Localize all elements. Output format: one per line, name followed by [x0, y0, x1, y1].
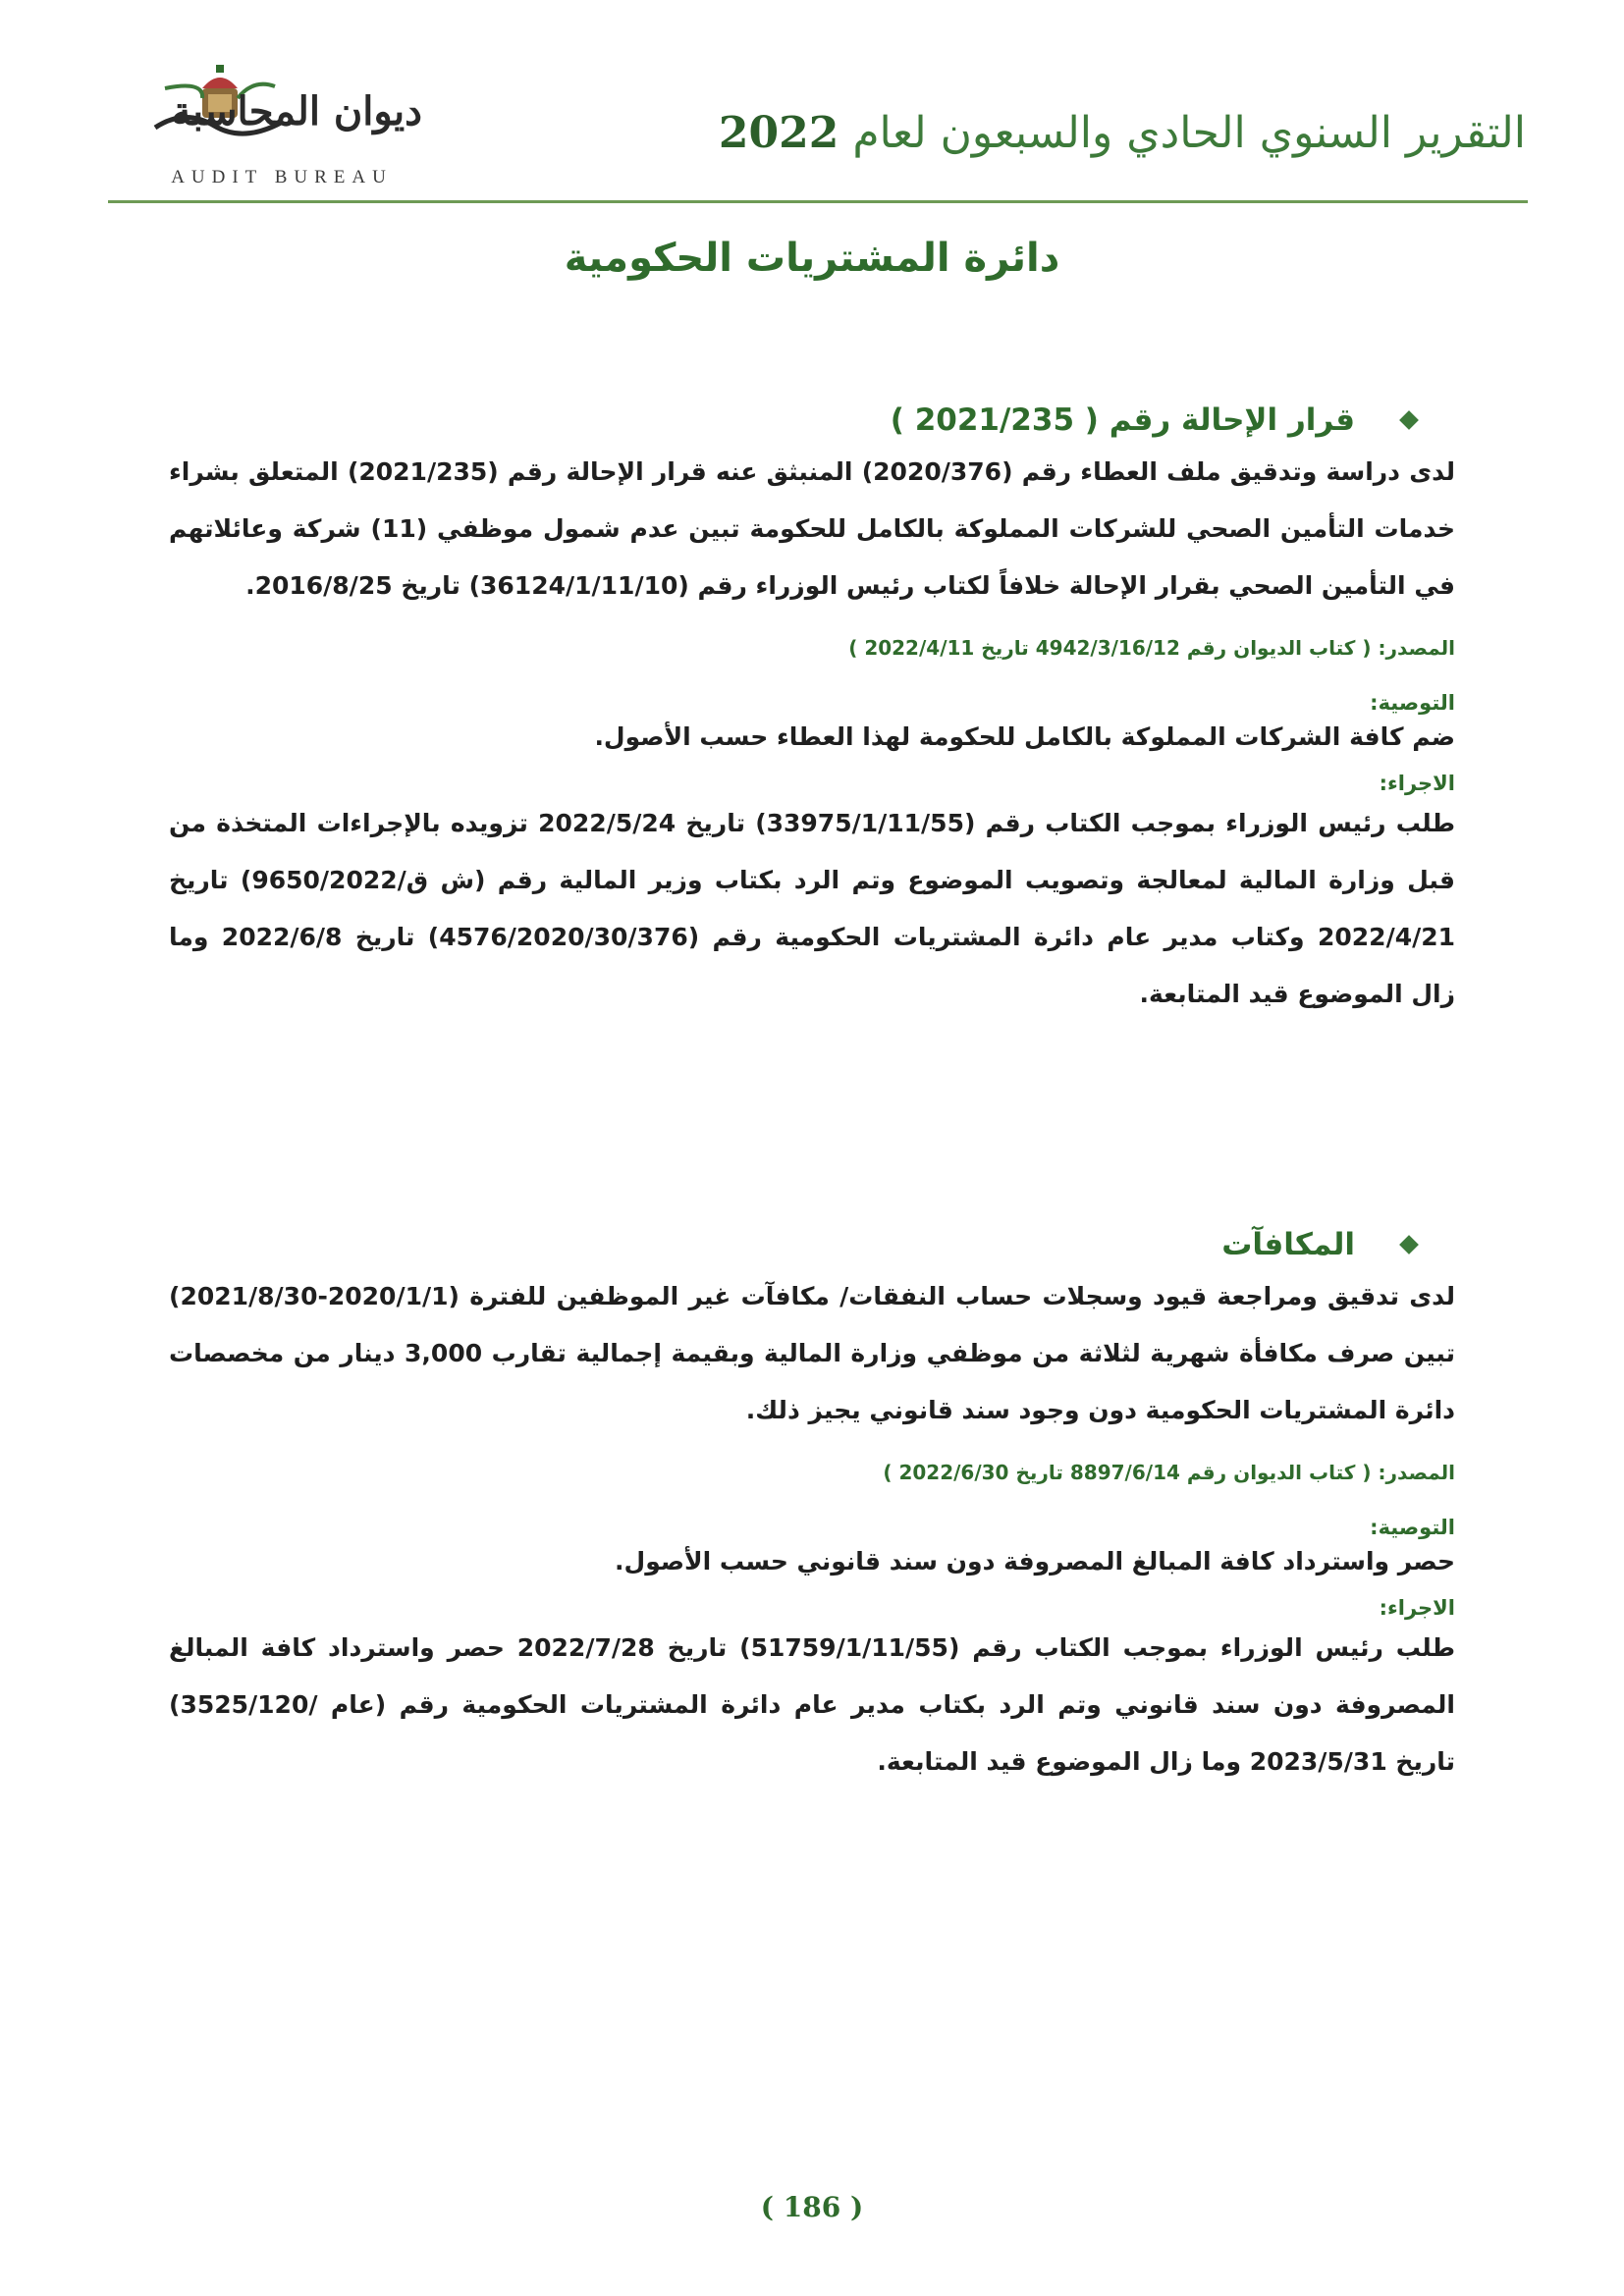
- section-heading: [169, 1227, 1455, 1262]
- section-heading-text: المكافآت: [1221, 1227, 1355, 1262]
- report-title: [719, 108, 1526, 158]
- source-note: المصدر: ( كتاب الديوان رقم 4942/3/16/12 تاريخ 2022/4/11 ): [848, 636, 1455, 660]
- section-paragraph: لدى دراسة وتدقيق ملف العطاء رقم (2020/376) المنبثق عنه قرار الإحالة رقم (2021/235) المتعلق بشراء خدمات التأمين الصحي للشركات المملوكة بالكامل للحكومة تبين عدم شمول موظفي (11) شركة وعائلاتهم في التأمين الصحي بقرار الإحالة خلافاً لكتاب رئيس الوزراء رقم (36124/1/11/10) تاريخ 2016/8/25.: [169, 457, 1455, 600]
- report-title-text: التقرير السنوي الحادي والسبعون لعام: [852, 108, 1526, 158]
- page-header: [0, 0, 1624, 211]
- action-label: الاجراء:: [1379, 1596, 1455, 1620]
- recommendation-text: حصر واسترداد كافة المبالغ المصروفة دون سند قانوني حسب الأصول.: [615, 1547, 1455, 1575]
- logo-arabic-text: ديوان المحاسبة: [171, 88, 422, 134]
- section-referral-decision: [169, 402, 1455, 1023]
- recommendation-label: التوصية:: [1370, 1516, 1455, 1539]
- source-note: المصدر: ( كتاب الديوان رقم 8897/6/14 تاريخ 2022/6/30 ): [883, 1461, 1455, 1484]
- page-number: ( 186 ): [760, 2191, 864, 2223]
- section-bonuses: [169, 1227, 1455, 1790]
- section-paragraph: لدى تدقيق ومراجعة قيود وسجلات حساب النفقات/ مكافآت غير الموظفين للفترة (2020/1/1-2021/8/30) تبين صرف مكافأة شهرية لثلاثة من موظفي وزارة المالية وبقيمة إجمالية تقارب 3,000 دينار من مخصصات دائرة المشتريات الحكومية دون وجود سند قانوني يجيز ذلك.: [169, 1282, 1455, 1424]
- action-text: طلب رئيس الوزراء بموجب الكتاب رقم (51759/1/11/55) تاريخ 2022/7/28 حصر واسترداد كافة المبالغ المصروفة دون سند قانوني وتم الرد بكتاب مدير عام دائرة المشتريات الحكومية رقم (عام /3525/120) تاريخ 2023/5/31 وما زال الموضوع قيد المتابعة.: [169, 1633, 1455, 1776]
- recommendation-text: ضم كافة الشركات المملوكة بالكامل للحكومة لهذا العطاء حسب الأصول.: [594, 722, 1455, 751]
- recommendation-label: التوصية:: [1370, 691, 1455, 715]
- section-heading-text: قرار الإحالة رقم ( 2021/235 ): [890, 402, 1355, 438]
- action-label: الاجراء:: [1379, 772, 1455, 795]
- report-year: 2022: [718, 108, 839, 158]
- diamond-bullet-icon: [1399, 1235, 1419, 1255]
- department-title: دائرة المشتريات الحكومية: [564, 236, 1060, 281]
- section-heading: [169, 402, 1455, 438]
- action-text: طلب رئيس الوزراء بموجب الكتاب رقم (33975/1/11/55) تاريخ 2022/5/24 تزويده بالإجراءات المتخذة من قبل وزارة المالية لمعالجة وتصويب الموضوع وتم الرد بكتاب وزير المالية رقم (ش ق/9650/2022) تاريخ 2022/4/21 وكتاب مدير عام دائرة المشتريات الحكومية رقم (4576/2020/30/376) تاريخ 2022/6/8 وما زال الموضوع قيد المتابعة.: [169, 809, 1456, 1008]
- diamond-bullet-icon: [1399, 410, 1419, 430]
- logo-english-text: AUDIT BUREAU: [171, 167, 393, 187]
- header-divider: [108, 200, 1528, 203]
